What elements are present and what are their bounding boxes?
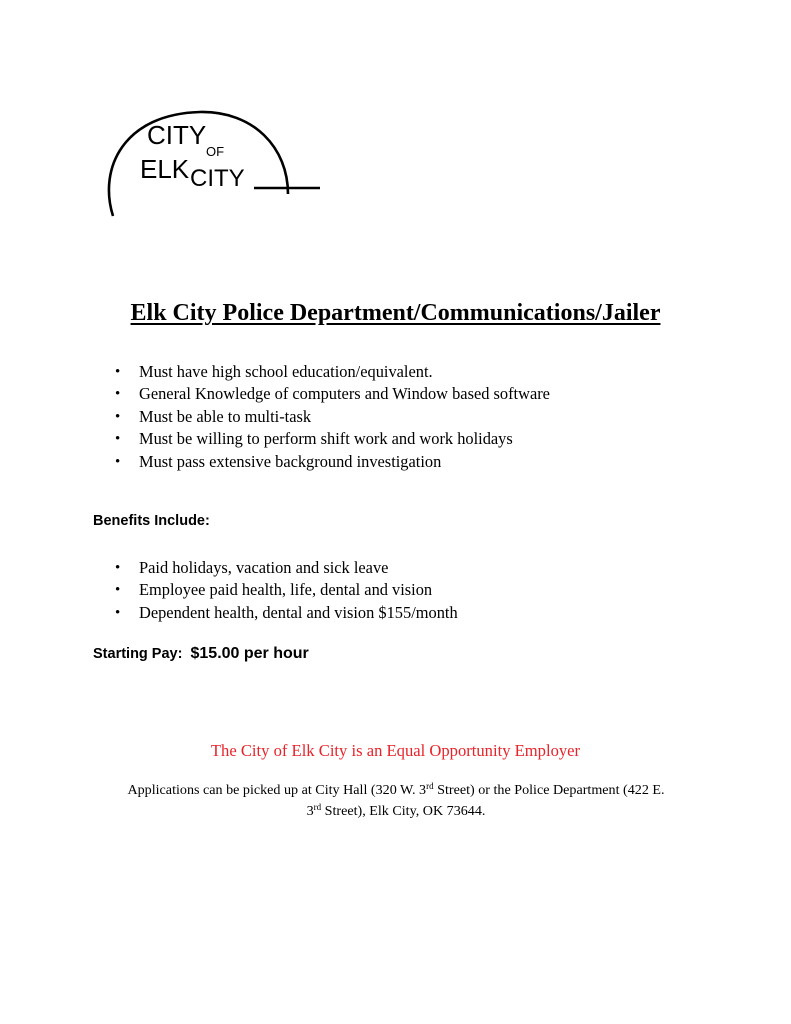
starting-pay-value: $15.00 per hour [190,645,309,662]
starting-pay [93,645,309,663]
list-item: • General Knowledge of computers and Window based software [112,383,550,405]
list-item: • Dependent health, dental and vision $155/month [112,602,458,624]
requirements-list [112,361,550,473]
logo-city-text: CITY [147,120,207,150]
list-item: • Employee paid health, life, dental and vision [112,579,458,601]
list-item: • Paid holidays, vacation and sick leave [112,557,458,579]
ordinal-suffix: rd [426,781,434,791]
applications-info [80,780,712,822]
applications-text-3: 3 [306,803,314,819]
applications-text-2: Street) or the Police Department (422 E. [433,782,665,798]
benefits-list [112,557,458,624]
list-item: • Must have high school education/equivalent. [112,361,550,383]
job-title: Elk City Police Department/Communications/Jailer [130,300,661,326]
equal-opportunity-statement: The City of Elk City is an Equal Opportunity Employer [210,741,581,760]
city-of-elk-city-logo [104,108,326,218]
list-item: • Must be willing to perform shift work and work holidays [112,428,550,450]
applications-text-4: Street), Elk City, OK 73644. [321,803,486,819]
logo-city2-text: CITY [190,165,245,192]
applications-text-1: Applications can be picked up at City Hall (320 W. 3 [127,782,427,798]
list-item: • Must be able to multi-task [112,406,550,428]
benefits-heading: Benefits Include: [93,513,210,529]
logo-of-text: OF [206,144,225,159]
logo-elk-text: ELK [140,154,190,184]
list-item: • Must pass extensive background investigation [112,451,550,473]
starting-pay-label: Starting Pay: [93,646,183,662]
ordinal-suffix: rd [313,802,322,812]
